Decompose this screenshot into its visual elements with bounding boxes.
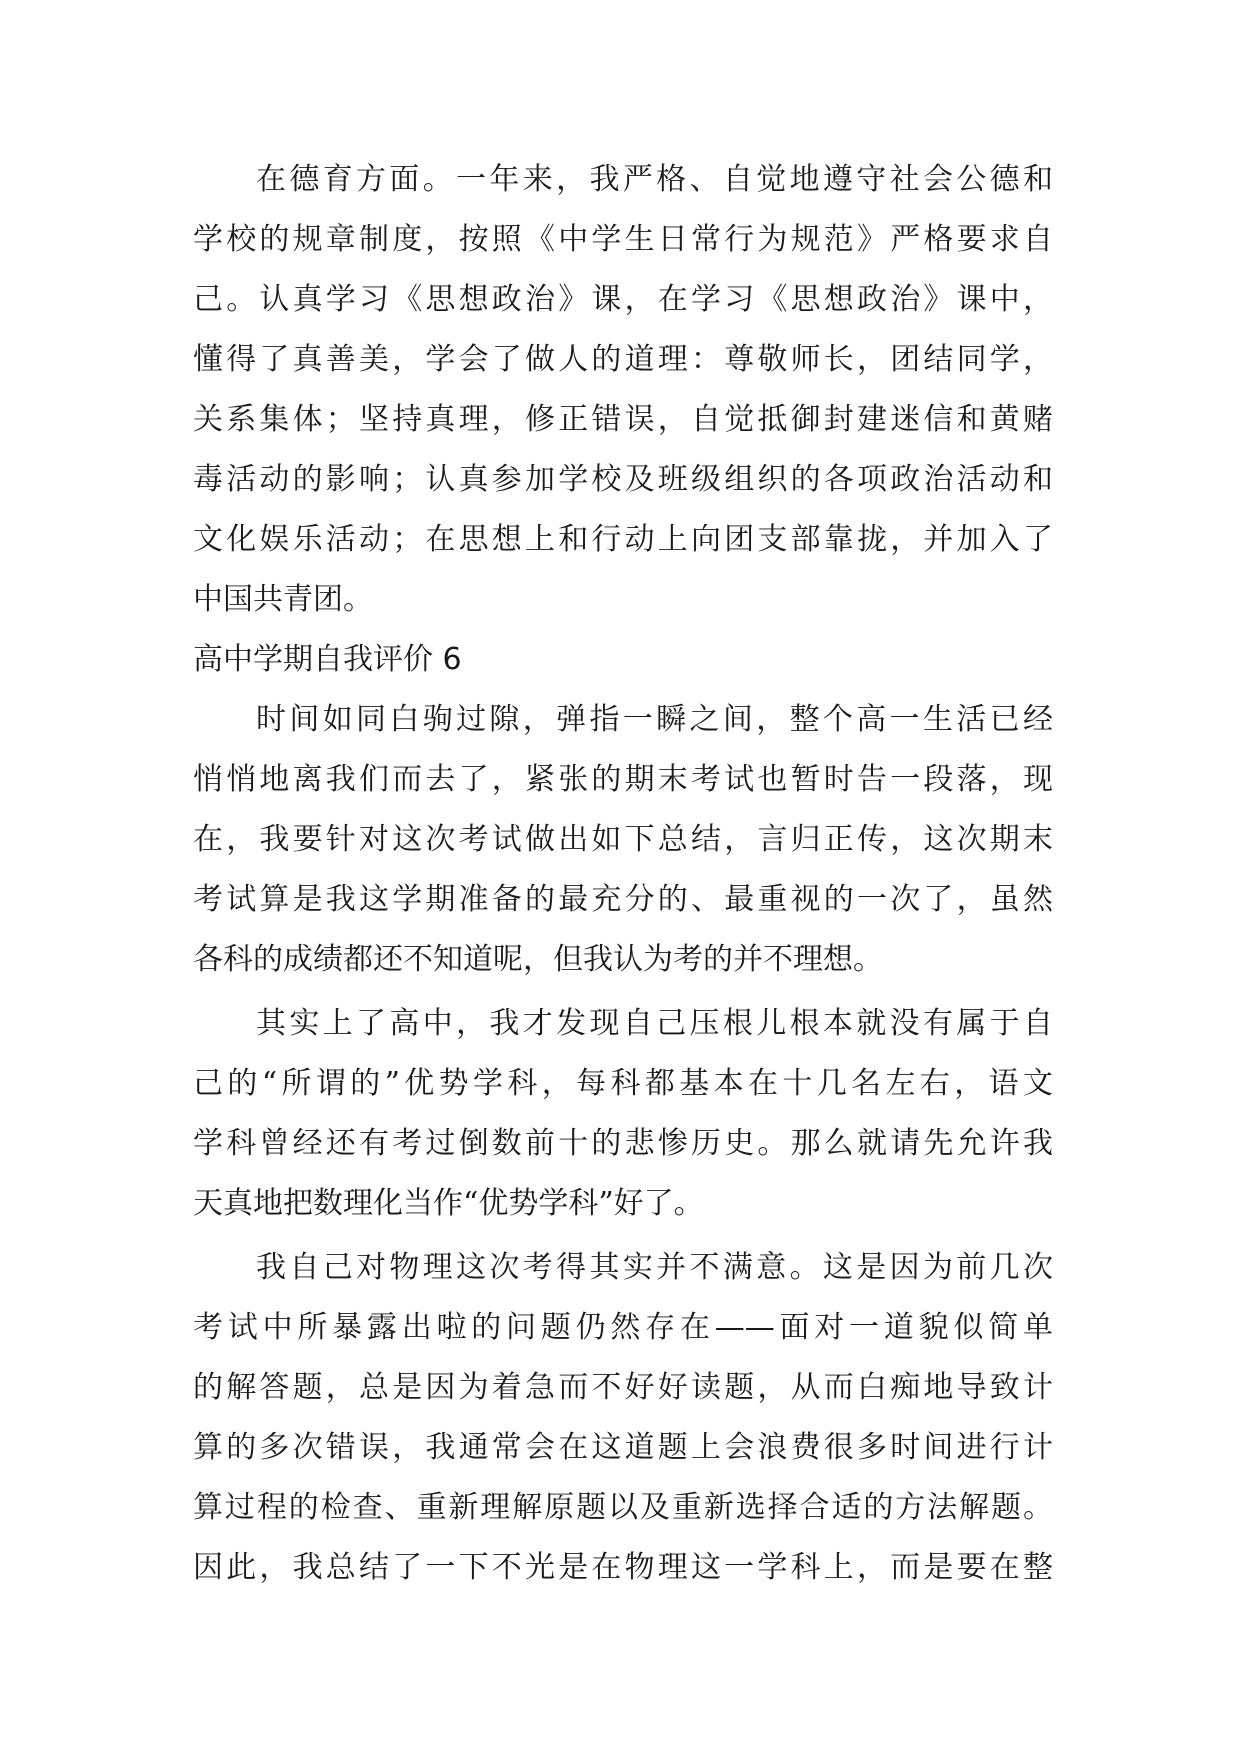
text-line: 算过程的检查、重新理解原题以及重新选择合适的方法解题。 (193, 1490, 1053, 1525)
text-line: 学校的规章制度，按照《中学生日常行为规范》严格要求自 (193, 222, 1053, 257)
text-line: 懂得了真善美，学会了做人的道理：尊敬师长，团结同学， (193, 342, 1053, 377)
text-line: 时间如同白驹过隙，弹指一瞬之间，整个高一生活已经 (256, 702, 1053, 737)
text-line: 悄悄地离我们而去了，紧张的期末考试也暂时告一段落，现 (193, 762, 1053, 797)
paragraph-strong-subjects (193, 994, 1053, 1234)
paragraph-physics (193, 1238, 1053, 1598)
text-line: 毒活动的影响；认真参加学校及班级组织的各项政治活动和 (193, 462, 1053, 497)
text-line: 考试中所暴露出啦的问题仍然存在——面对一道貌似简单 (193, 1310, 1053, 1345)
text-line: 其实上了高中，我才发现自己压根儿根本就没有属于自 (256, 1006, 1053, 1041)
text-line: 中国共青团。 (193, 582, 373, 617)
text-line: 己的“所谓的”优势学科，每科都基本在十几名左右，语文 (193, 1066, 1053, 1101)
text-line: 因此，我总结了一下不光是在物理这一学科上，而是要在整 (193, 1550, 1053, 1585)
text-line: 文化娱乐活动；在思想上和行动上向团支部靠拢，并加入了 (193, 522, 1053, 557)
text-line: 关系集体；坚持真理，修正错误，自觉抵御封建迷信和黄赌 (193, 402, 1053, 437)
text-line: 我自己对物理这次考得其实并不满意。这是因为前几次 (256, 1250, 1053, 1285)
text-line: 在德育方面。一年来，我严格、自觉地遵守社会公德和 (256, 162, 1053, 197)
paragraph-exam-intro (193, 690, 1053, 990)
text-line: 考试算是我这学期准备的最充分的、最重视的一次了，虽然 (193, 882, 1053, 917)
text-line: 天真地把数理化当作“优势学科”好了。 (193, 1186, 704, 1221)
text-line: 己。认真学习《思想政治》课，在学习《思想政治》课中， (193, 282, 1053, 317)
paragraph-moral-education (193, 150, 1053, 630)
text-line: 算的多次错误，我通常会在这道题上会浪费很多时间进行计 (193, 1430, 1053, 1465)
text-line: 学科曾经还有考过倒数前十的悲惨历史。那么就请先允许我 (193, 1126, 1053, 1161)
document-page (193, 150, 1053, 1598)
text-line: 的解答题，总是因为着急而不好好读题，从而白痴地导致计 (193, 1370, 1053, 1405)
text-line: 在，我要针对这次考试做出如下总结，言归正传，这次期末 (193, 822, 1053, 857)
text-line: 各科的成绩都还不知道呢，但我认为考的并不理想。 (193, 942, 883, 977)
section-title: 高中学期自我评价 6 (193, 642, 462, 677)
